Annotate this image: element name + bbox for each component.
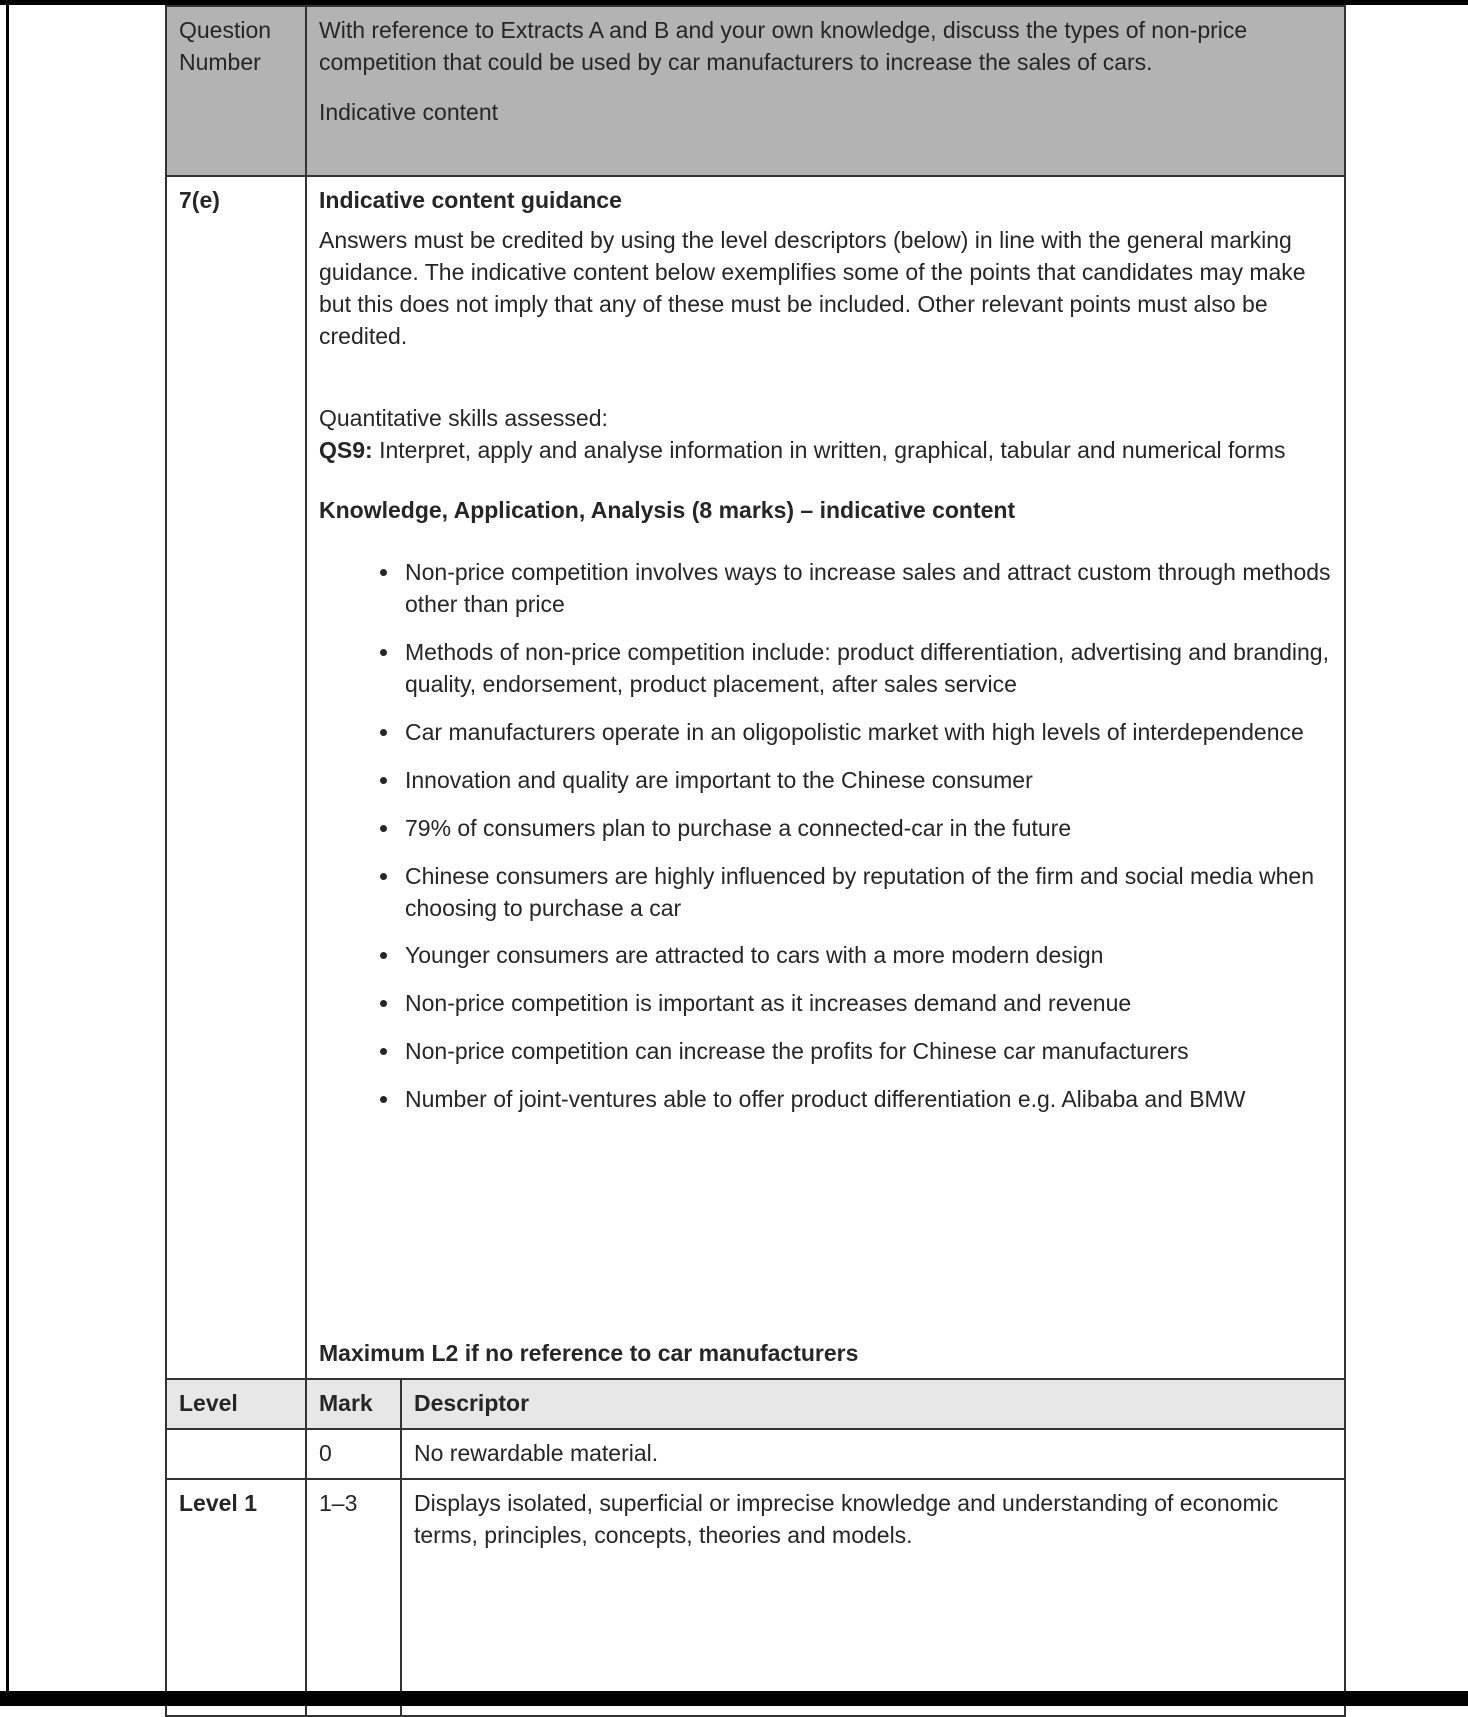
level-cell: Level 1 bbox=[166, 1479, 306, 1716]
mark-scheme-table bbox=[165, 5, 1346, 1717]
kaa-heading: Knowledge, Application, Analysis (8 marks) – indicative content bbox=[319, 496, 1016, 523]
question-number: 7(e) bbox=[179, 187, 220, 213]
bullet-item: • Non-price competition involves ways to increase sales and attract custom through methods other than price bbox=[401, 557, 1332, 621]
question-number-header-cell bbox=[166, 6, 306, 176]
qs-code: QS9: bbox=[319, 436, 373, 463]
bullet-item: • Chinese consumers are highly influenced by reputation of the firm and social media when choosing to purchase a car bbox=[401, 861, 1332, 925]
indicative-content-cell bbox=[306, 176, 1345, 1379]
mark-cell: 1–3 bbox=[306, 1479, 401, 1716]
levels-header-mark: Mark bbox=[306, 1379, 401, 1429]
bullet-item: • Number of joint-ventures able to offer product differentiation e.g. Alibaba and BMW bbox=[401, 1084, 1332, 1116]
page-border-bottom bbox=[0, 1691, 1468, 1706]
bullet-item: • Methods of non-price competition include: product differentiation, advertising and branding, quality, endorsement, product placement, after sales service bbox=[401, 637, 1332, 701]
question-text: With reference to Extracts A and B and your own knowledge, discuss the types of non-price competition that could be used by car manufacturers to increase the sales of cars. bbox=[319, 17, 1248, 75]
mark-cell: 0 bbox=[306, 1429, 401, 1479]
bullet-item: • Younger consumers are attracted to cars with a more modern design bbox=[401, 940, 1332, 972]
quantitative-skills-block bbox=[319, 403, 1332, 467]
indicative-content-label: Indicative content bbox=[319, 98, 499, 125]
bullet-item: • Innovation and quality are important to the Chinese consumer bbox=[401, 765, 1332, 797]
bullet-item: • Car manufacturers operate in an oligopolistic market with high levels of interdependence bbox=[401, 717, 1332, 749]
level-row-one bbox=[166, 1479, 1345, 1716]
level-cell bbox=[166, 1429, 306, 1479]
question-text-cell bbox=[306, 6, 1345, 176]
descriptor-cell: Displays isolated, superficial or imprecise knowledge and understanding of economic terms, principles, concepts, theories and models. bbox=[401, 1479, 1345, 1716]
max-level-note: Maximum L2 if no reference to car manufacturers bbox=[319, 1340, 859, 1367]
descriptor-cell: No rewardable material. bbox=[401, 1429, 1345, 1479]
qs-text: Interpret, apply and analyse information in written, graphical, tabular and numerical forms bbox=[372, 436, 1286, 463]
answer-row bbox=[166, 176, 1345, 1379]
levels-header-row bbox=[166, 1379, 1345, 1429]
levels-header-level: Level bbox=[166, 1379, 306, 1429]
page-border-left bbox=[6, 0, 9, 1706]
question-number-label: Question Number bbox=[179, 17, 272, 75]
level-row-zero bbox=[166, 1429, 1345, 1479]
indicative-content bbox=[319, 185, 1332, 1370]
bullet-item: • 79% of consumers plan to purchase a connected-car in the future bbox=[401, 813, 1332, 845]
guidance-body: Answers must be credited by using the level descriptors (below) in line with the general marking guidance. The indicative content below exemplifies some of the points that candidates may make but this does not imply that any of these must be included. Other relevant points must also be credited. bbox=[319, 226, 1306, 349]
quantitative-skills-label: Quantitative skills assessed: bbox=[319, 404, 608, 431]
bullet-item: • Non-price competition can increase the profits for Chinese car manufacturers bbox=[401, 1036, 1332, 1068]
bullet-item: • Non-price competition is important as it increases demand and revenue bbox=[401, 988, 1332, 1020]
indicative-bullet-list bbox=[319, 557, 1332, 1117]
guidance-title: Indicative content guidance bbox=[319, 187, 622, 213]
question-number-cell bbox=[166, 176, 306, 1379]
levels-header-descriptor: Descriptor bbox=[401, 1379, 1345, 1429]
question-header-row bbox=[166, 6, 1345, 176]
page-border-top bbox=[0, 0, 1468, 5]
